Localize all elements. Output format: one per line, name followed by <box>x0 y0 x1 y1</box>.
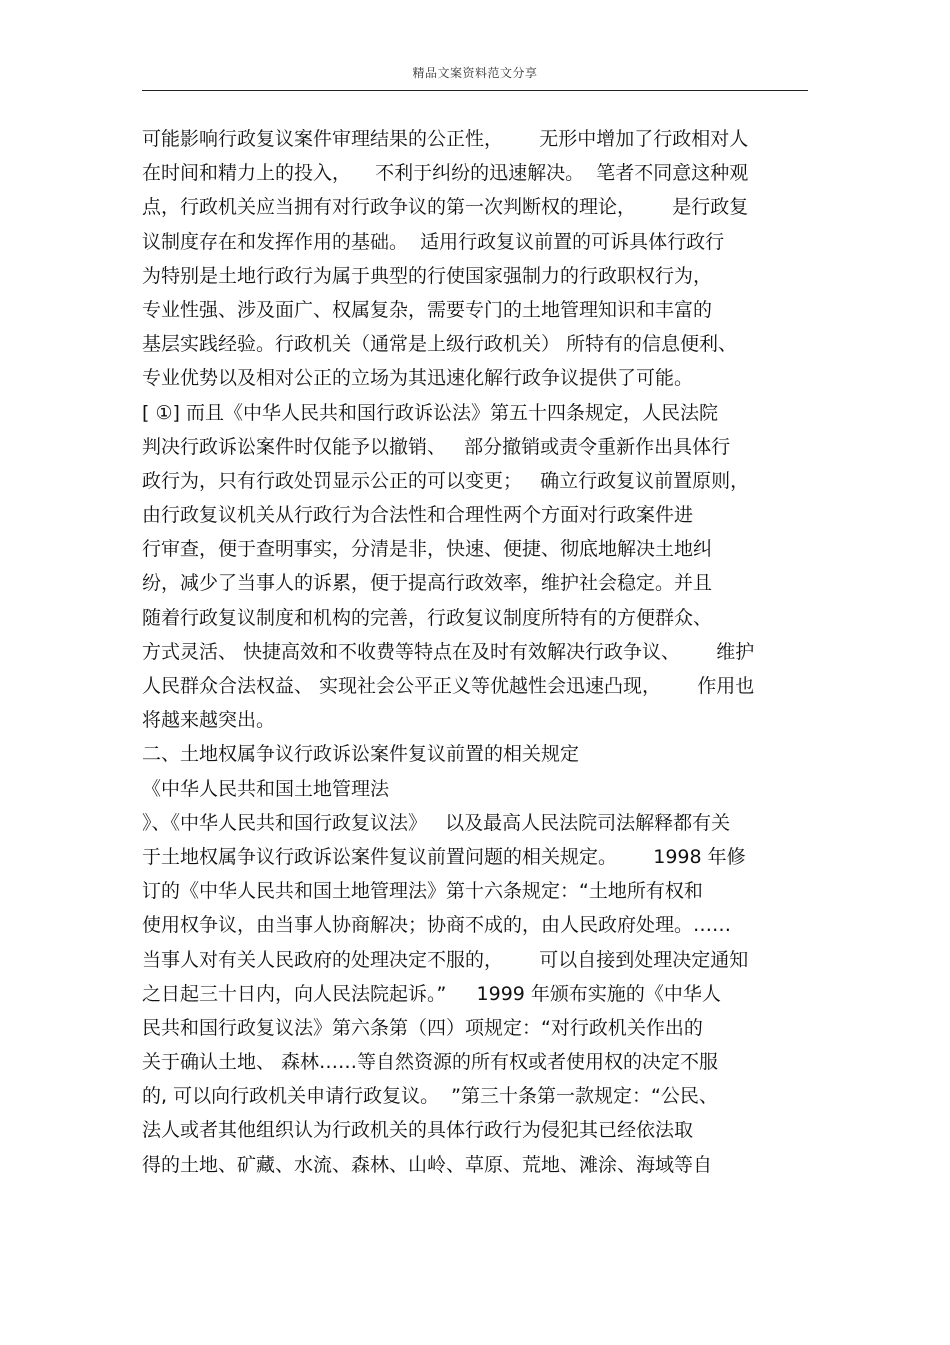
text-line-1: 可能影响行政复议案件审理结果的公正性， 无形中增加了行政相对人 <box>142 128 749 150</box>
text-line-16: 方式灵活、 快捷高效和不收费等特点在及时有效解决行政争议、 维护 <box>142 640 755 663</box>
text-line-27: 民共和国行政复议法》第六条第（四）项规定：“对行政机关作出的 <box>142 1016 703 1039</box>
text-line-3: 点，行政机关应当拥有对行政争议的第一次判断权的理论， 是行政复 <box>142 196 749 219</box>
text-line-12: 由行政复议机关从行政行为合法性和合理性两个方面对行政案件进 <box>142 504 694 527</box>
text-line-14: 纷，减少了当事人的诉累，便于提高行政效率，维护社会稳定。并且 <box>142 572 713 595</box>
text-line-31: 得的土地、矿藏、水流、森林、山岭、草原、荒地、滩涂、海域等自 <box>142 1153 713 1176</box>
text-line-25: 当事人对有关人民政府的处理决定不服的， 可以自接到处理决定通知 <box>142 948 749 971</box>
page-header-title: 精品文案资料范文分享 <box>412 66 538 80</box>
text-line-11: 政行为，只有行政处罚显示公正的可以变更； 确立行政复议前置原则， <box>142 469 750 492</box>
text-line-20: 《中华人民共和国土地管理法 <box>142 777 390 800</box>
text-line-13: 行审查，便于查明事实，分清是非，快速、便捷、彻底地解决土地纠 <box>142 538 713 561</box>
text-line-22: 于土地权属争议行政诉讼案件复议前置问题的相关规定。 1998 年修 <box>142 845 746 868</box>
text-line-28: 关于确认土地、 森林……等自然资源的所有权或者使用权的决定不服 <box>142 1051 719 1074</box>
text-line-7: 基层实践经验。行政机关（通常是上级行政机关） 所特有的信息便利、 <box>142 333 738 356</box>
header-divider <box>142 90 808 91</box>
text-line-29: 的, 可以向行政机关申请行政复议。 ”第三十条第一款规定：“公民、 <box>142 1085 718 1108</box>
document-body <box>142 122 822 1182</box>
text-line-4: 议制度存在和发挥作用的基础。 适用行政复议前置的可诉具体行政行 <box>142 230 725 253</box>
text-line-30: 法人或者其他组织认为行政机关的具体行政行为侵犯其已经依法取 <box>142 1119 694 1142</box>
text-line-23: 订的《中华人民共和国土地管理法》第十六条规定：“土地所有权和 <box>142 880 703 903</box>
text-line-2: 在时间和精力上的投入， 不利于纠纷的迅速解决。 笔者不同意这种观 <box>142 162 749 185</box>
text-line-15: 随着行政复议制度和机构的完善，行政复议制度所特有的方便群众、 <box>142 606 713 629</box>
text-line-5: 为特别是土地行政行为属于典型的行使国家强制力的行政职权行为， <box>142 264 713 287</box>
text-line-26: 之日起三十日内，向人民法院起诉。” 1999 年颁布实施的《中华人 <box>142 982 721 1005</box>
text-line-9: [ ①] 而且《中华人民共和国行政诉讼法》第五十四条规定，人民法院 <box>142 401 718 424</box>
text-line-8: 专业优势以及相对公正的立场为其迅速化解行政争议提供了可能。 <box>142 367 694 390</box>
text-line-21: 》、《中华人民共和国行政复议法》 以及最高人民法院司法解释都有关 <box>142 811 731 834</box>
text-line-6: 专业性强、涉及面广、权属复杂，需要专门的土地管理知识和丰富的 <box>142 298 713 321</box>
text-line-17: 人民群众合法权益、 实现社会公平正义等优越性会迅速凸现， 作用也 <box>142 675 755 697</box>
text-line-24: 使用权争议，由当事人协商解决；协商不成的，由人民政府处理。…… <box>142 914 732 937</box>
text-line-10: 判决行政诉讼案件时仅能予以撤销、 部分撤销或责令重新作出具体行 <box>142 435 731 458</box>
section-heading: 二、土地权属争议行政诉讼案件复议前置的相关规定 <box>142 743 580 766</box>
text-line-18: 将越来越突出。 <box>142 709 276 732</box>
